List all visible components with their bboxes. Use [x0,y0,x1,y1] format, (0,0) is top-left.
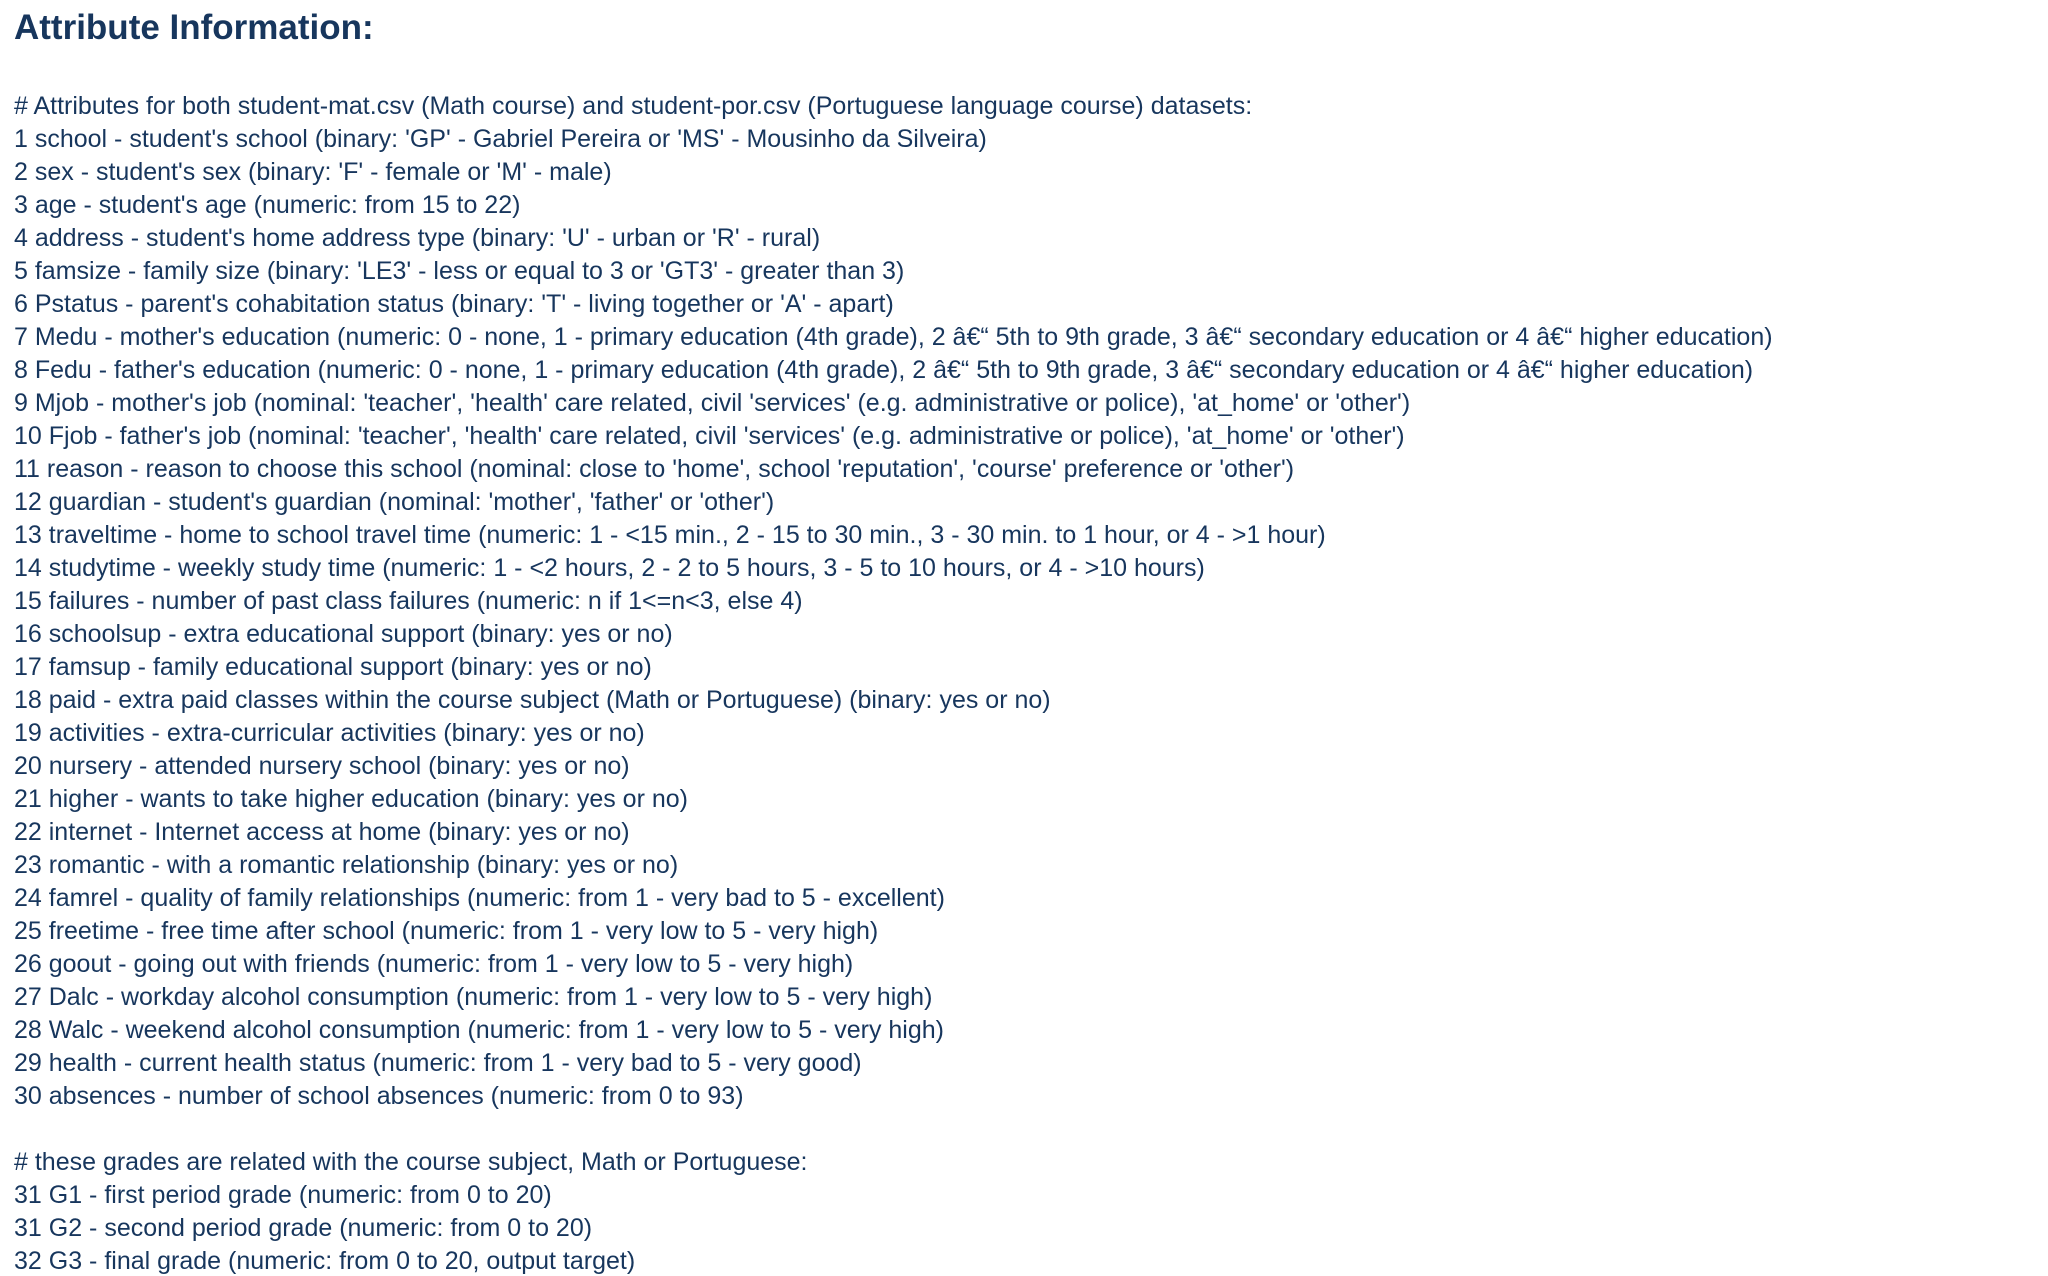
intro-line: # Attributes for both student-mat.csv (Math course) and student-por.csv (Portuguese language course) datasets: [14,92,1253,120]
attribute-line: 8 Fedu - father's education (numeric: 0 - none, 1 - primary education (4th grade), 2 â€“ 5th to 9th grade, 3 â€“ secondary education or 4 â€“ higher education) [14,356,1754,384]
attribute-line: 22 internet - Internet access at home (binary: yes or no) [14,818,630,846]
attribute-line: 4 address - student's home address type (binary: 'U' - urban or 'R' - rural) [14,224,821,252]
attribute-line: 17 famsup - family educational support (binary: yes or no) [14,653,652,681]
attribute-line: 12 guardian - student's guardian (nominal: 'mother', 'father' or 'other') [14,488,775,516]
attribute-line: 24 famrel - quality of family relationships (numeric: from 1 - very bad to 5 - excellent) [14,884,945,912]
attribute-line: 3 age - student's age (numeric: from 15 to 22) [14,191,521,219]
attribute-line: 20 nursery - attended nursery school (binary: yes or no) [14,752,630,780]
attribute-line: 30 absences - number of school absences (numeric: from 0 to 93) [14,1082,744,1110]
attribute-line: 2 sex - student's sex (binary: 'F' - female or 'M' - male) [14,158,612,186]
attribute-line: 1 school - student's school (binary: 'GP' - Gabriel Pereira or 'MS' - Mousinho da Silveira) [14,125,987,153]
attribute-line: 18 paid - extra paid classes within the course subject (Math or Portuguese) (binary: yes or no) [14,686,1051,714]
page-title: Attribute Information: [14,8,374,47]
attribute-line: 5 famsize - family size (binary: 'LE3' - less or equal to 3 or 'GT3' - greater than 3) [14,257,905,285]
attribute-line: 19 activities - extra-curricular activities (binary: yes or no) [14,719,645,747]
attribute-line: 28 Walc - weekend alcohol consumption (numeric: from 1 - very low to 5 - very high) [14,1016,944,1044]
grade-line: 31 G1 - first period grade (numeric: from 0 to 20) [14,1181,552,1209]
attribute-line: 14 studytime - weekly study time (numeric: 1 - <2 hours, 2 - 2 to 5 hours, 3 - 5 to 10 hours, or 4 - >10 hours) [14,554,1205,582]
attribute-line: 15 failures - number of past class failures (numeric: n if 1<=n<3, else 4) [14,587,803,615]
attribute-line: 25 freetime - free time after school (numeric: from 1 - very low to 5 - very high) [14,917,879,945]
attribute-line: 13 traveltime - home to school travel time (numeric: 1 - <15 min., 2 - 15 to 30 min., 3 - 30 min. to 1 hour, or 4 - >1 hour) [14,521,1326,549]
attribute-line: 6 Pstatus - parent's cohabitation status (binary: 'T' - living together or 'A' - apart) [14,290,894,318]
attribute-line: 16 schoolsup - extra educational support (binary: yes or no) [14,620,673,648]
grade-line: 32 G3 - final grade (numeric: from 0 to 20, output target) [14,1247,636,1275]
attribute-line: 21 higher - wants to take higher education (binary: yes or no) [14,785,688,813]
blank-line [14,1113,2048,1146]
attribute-line: 7 Medu - mother's education (numeric: 0 - none, 1 - primary education (4th grade), 2 â€“ 5th to 9th grade, 3 â€“ secondary education or 4 â€“ higher education) [14,323,1773,351]
grade-line: 31 G2 - second period grade (numeric: from 0 to 20) [14,1214,593,1242]
attribute-line: 9 Mjob - mother's job (nominal: 'teacher', 'health' care related, civil 'services' (e.g. administrative or police), 'at_home' or 'other') [14,389,1411,417]
attribute-line: 11 reason - reason to choose this school (nominal: close to 'home', school 'reputation', 'course' preference or 'other') [14,455,1295,483]
attribute-line: 27 Dalc - workday alcohol consumption (numeric: from 1 - very low to 5 - very high) [14,983,933,1011]
attribute-line: 10 Fjob - father's job (nominal: 'teacher', 'health' care related, civil 'services' (e.g. administrative or police), 'at_home' or 'other') [14,422,1405,450]
attribute-line: 26 goout - going out with friends (numeric: from 1 - very low to 5 - very high) [14,950,854,978]
grades-note: # these grades are related with the course subject, Math or Portuguese: [14,1148,808,1176]
attribute-line: 23 romantic - with a romantic relationship (binary: yes or no) [14,851,679,879]
attribute-line: 29 health - current health status (numeric: from 1 - very bad to 5 - very good) [14,1049,862,1077]
